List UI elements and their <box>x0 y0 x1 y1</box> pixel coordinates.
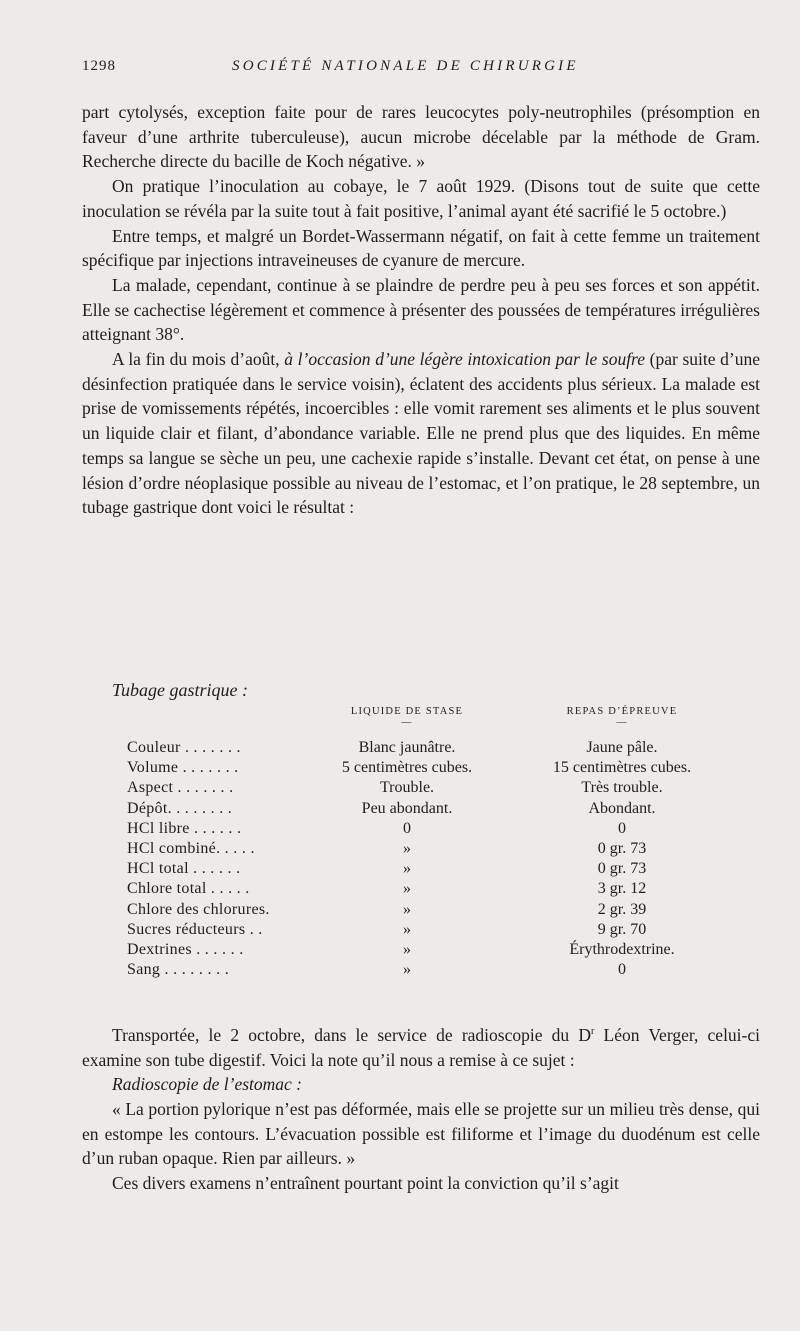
row-value-repas: Abondant. <box>588 799 656 817</box>
row-label: Sucres réducteurs . . <box>127 920 263 938</box>
paragraph-6-superscript: r <box>591 1026 595 1037</box>
table-row <box>82 819 760 839</box>
row-label: Dépôt. . . . . . . . <box>127 799 233 817</box>
row-value-stase: Trouble. <box>379 779 435 797</box>
page-header <box>82 58 762 84</box>
row-label: Volume . . . . . . . <box>127 759 239 777</box>
row-value-stase: » <box>403 900 411 918</box>
row-value-repas: 0 gr. 73 <box>597 860 647 878</box>
row-value-stase: » <box>403 940 411 958</box>
table-row <box>82 879 760 899</box>
paragraph-2: On pratique l’inoculation au cobaye, le 7 août 1929. (Disons tout de suite que cette inoculation se révéla par la suite tout à fait positive, l’animal ayant été sacrifié le 5 octobre.) <box>82 176 760 221</box>
body-text-lower <box>82 1020 760 1196</box>
paragraph-5-italic: à l’occasion d’une légère intoxication par le soufre <box>284 349 645 370</box>
row-label: Aspect . . . . . . . <box>127 779 234 797</box>
row-label: Couleur . . . . . . . <box>127 739 241 756</box>
table-row <box>82 799 760 819</box>
row-label: HCl combiné. . . . . <box>127 839 255 857</box>
table-row <box>82 839 760 859</box>
table-row <box>82 778 760 798</box>
paragraph-9: Ces divers examens n’entraînent pourtant point la conviction qu’il s’agit <box>112 1173 619 1194</box>
row-value-stase: Peu abondant. <box>361 799 453 817</box>
paragraph-7-heading: Radioscopie de l’estomac : <box>112 1074 303 1095</box>
row-label: HCl total . . . . . . <box>127 860 241 878</box>
table-row <box>82 940 760 960</box>
table-rows <box>82 738 760 980</box>
table-title: Tubage gastrique : <box>112 680 249 700</box>
column-header-stase <box>322 706 492 728</box>
column-header-stase-label: LIQUIDE DE STASE <box>350 706 464 717</box>
paragraph-5-start: A la fin du mois d’août, <box>112 349 285 370</box>
row-value-stase: » <box>403 920 411 938</box>
row-value-stase: » <box>403 961 411 979</box>
row-label: HCl libre . . . . . . <box>127 819 242 837</box>
table-row <box>82 758 760 778</box>
row-value-stase: » <box>403 880 411 898</box>
row-value-repas: Jaune pâle. <box>586 739 658 756</box>
paragraph-1: part cytolysés, exception faite pour de rares leucocytes poly-neutrophiles (présomption en faveur d’une arthrite tuberculeuse), aucun microbe décelable par la méthode de Gram. Recherche directe du bacille de Koch négative. » <box>82 102 760 172</box>
paragraph-6-end: Léon Verger, celui-ci examine son tube digestif. Voici la note qu’il nous a remise à ce sujet : <box>82 1024 761 1070</box>
paragraph-6 <box>82 1020 760 1072</box>
row-label: Sang . . . . . . . . <box>127 961 229 979</box>
row-value-repas: 0 <box>618 961 626 979</box>
paragraph-8-quote: « La portion pylorique n’est pas déformée, mais elle se projette sur un milieu très dense, qui en estompe les contours. L’évacuation possible est filiforme et l’image du duodénum est celle d’un ruban opaque. Rien par ailleurs. » <box>82 1098 760 1169</box>
row-value-repas: Érythrodextrine. <box>569 940 675 958</box>
row-label: Chlore total . . . . . <box>127 880 250 898</box>
table-row <box>82 920 760 940</box>
paragraph-6-start: Transportée, le 2 octobre, dans le service de radioscopie du D <box>112 1024 591 1045</box>
row-value-repas: 0 <box>618 819 626 837</box>
table-row <box>82 738 760 758</box>
column-header-repas <box>522 706 722 728</box>
paragraph-5 <box>82 347 760 520</box>
row-label: Dextrines . . . . . . <box>127 940 244 958</box>
row-value-repas: 2 gr. 39 <box>597 900 647 918</box>
row-label: Chlore des chlorures. <box>127 900 270 918</box>
paragraph-5-end: (par suite d’une désinfection pratiquée dans le service voisin), éclatent des accidents plus sérieux. La malade est prise de vomissements répétés, incoercibles : elle vomit rarement ses aliments et le plus souvent un liquide clair et filant, d’abondance variable. Elle ne prend plus que des liquides. En même temps sa langue se sèche un peu, une cachexie rapide s’installe. Devant cet état, on pense à une lésion d’ordre néoplasique possible au niveau de l’estomac, et l’on pratique, le 28 septembre, un tubage gastrique dont voici le résultat : <box>82 349 760 518</box>
row-value-stase: 0 <box>403 819 411 837</box>
row-value-stase: » <box>403 860 411 878</box>
row-value-repas: 9 gr. 70 <box>597 920 647 938</box>
row-value-stase: » <box>403 839 411 857</box>
paragraph-4: La malade, cependant, continue à se plaindre de perdre peu à peu ses forces et son appétit. Elle se cachectise légèrement et commence à présenter des poussées de températures irrégulières atteignant 38°. <box>82 274 760 345</box>
row-value-repas: 15 centimètres cubes. <box>552 759 692 777</box>
running-title: SOCIÉTÉ NATIONALE DE CHIRURGIE <box>232 58 579 74</box>
paragraph-3: Entre temps, et malgré un Bordet-Wassermann négatif, on fait à cette femme un traitement spécifique par injections intraveineuses de cyanure de mercure. <box>82 225 760 271</box>
row-value-repas: Très trouble. <box>581 779 663 797</box>
row-value-repas: 3 gr. 12 <box>597 880 647 898</box>
body-text-upper <box>82 100 760 520</box>
table-row <box>82 859 760 879</box>
table-row <box>82 900 760 920</box>
row-value-repas: 0 gr. 73 <box>597 839 647 857</box>
table-row <box>82 960 760 980</box>
row-value-stase: 5 centimètres cubes. <box>341 759 473 777</box>
column-header-repas-label: REPAS D’ÉPREUVE <box>566 706 678 717</box>
column-header-dash: — <box>616 717 628 728</box>
row-value-stase: Blanc jaunâtre. <box>358 739 456 756</box>
page-number: 1298 <box>82 58 116 74</box>
column-header-dash: — <box>401 717 413 728</box>
